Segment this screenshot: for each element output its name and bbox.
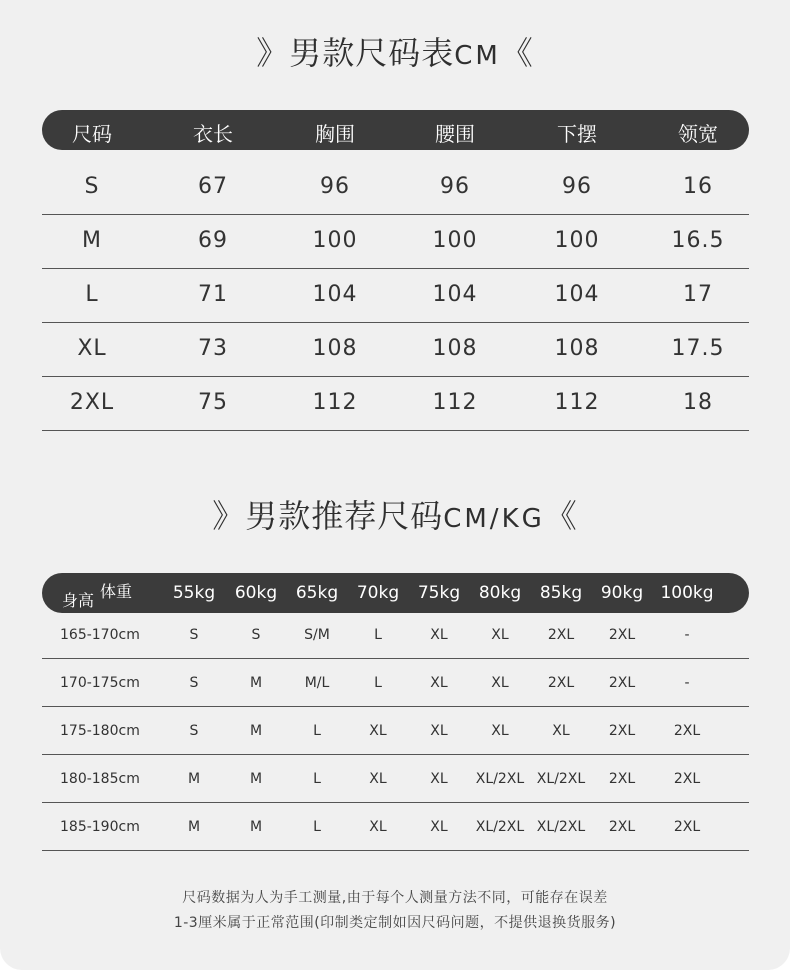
size-cell: 112 [432, 390, 478, 415]
height-range-label: 185-190cm [60, 819, 140, 835]
height-range-label: 170-175cm [60, 675, 140, 691]
size-cell: 100 [432, 228, 478, 253]
weight-header-8: 100kg [660, 583, 714, 603]
size-cell: S [84, 174, 100, 199]
recommend-cell: S [189, 675, 199, 691]
recommend-row [42, 706, 749, 755]
size-table-title [0, 28, 790, 74]
weight-header-4: 75kg [417, 583, 461, 603]
recommend-cell: - [684, 675, 690, 691]
weight-header-7: 90kg [600, 583, 644, 603]
recommend-cell: M [249, 819, 263, 835]
recommend-cell: XL [430, 627, 448, 643]
recommend-cell: XL [430, 723, 448, 739]
height-range-label: 180-185cm [60, 771, 140, 787]
corner-weight-label: 体重 [100, 582, 133, 601]
weight-header-5: 80kg [478, 583, 522, 603]
size-row [42, 160, 749, 215]
recommend-cell: M/L [304, 675, 330, 691]
recommend-cell: XL [491, 627, 509, 643]
size-cell: 69 [198, 228, 228, 253]
size-cell: 112 [312, 390, 358, 415]
size-cell: 96 [562, 174, 592, 199]
note-line-2: 1-3厘米属于正常范围(印制类定制如因尺码问题，不提供退换货服务) [173, 915, 617, 931]
size-table-title-text: 》男款尺码表 [256, 34, 455, 72]
size-header-3: 腰围 [435, 122, 475, 146]
recommend-cell: XL [369, 819, 387, 835]
size-table-header [42, 110, 749, 150]
size-cell: M [82, 228, 102, 253]
recommend-table-header [42, 573, 749, 613]
size-cell: 16 [683, 174, 713, 199]
height-range-label: 175-180cm [60, 723, 140, 739]
weight-header-2: 65kg [295, 583, 339, 603]
recommend-cell: XL [369, 771, 387, 787]
size-cell: 104 [312, 282, 358, 307]
size-cell: 100 [312, 228, 358, 253]
recommend-row [42, 658, 749, 707]
recommend-cell: 2XL [673, 723, 701, 739]
recommend-cell: XL/2XL [475, 819, 525, 835]
weight-header-3: 70kg [356, 583, 400, 603]
recommend-cell: L [313, 771, 321, 787]
recommend-cell: L [313, 819, 321, 835]
recommend-cell: XL/2XL [475, 771, 525, 787]
size-cell: 17 [683, 282, 713, 307]
size-cell: L [85, 282, 99, 307]
recommend-cell: M [249, 675, 263, 691]
size-cell: 73 [198, 336, 228, 361]
size-header-4: 下摆 [557, 122, 597, 146]
recommend-cell: S [189, 723, 199, 739]
recommend-cell: 2XL [673, 771, 701, 787]
recommend-table-title-unit: CM/KG [443, 504, 545, 534]
size-cell: 96 [440, 174, 470, 199]
height-range-label: 165-170cm [60, 627, 140, 643]
recommend-row [42, 802, 749, 851]
recommend-table-title-suffix: 《 [544, 497, 578, 535]
recommend-cell: S [189, 627, 199, 643]
size-row [42, 322, 749, 377]
weight-header-1: 60kg [234, 583, 278, 603]
size-cell: 75 [198, 390, 228, 415]
size-cell: XL [77, 336, 107, 361]
recommend-cell: XL [430, 819, 448, 835]
recommend-cell: 2XL [608, 819, 636, 835]
recommend-cell: 2XL [608, 771, 636, 787]
recommend-cell: M [249, 771, 263, 787]
size-row [42, 376, 749, 431]
recommend-cell: XL [552, 723, 570, 739]
recommend-cell: M [187, 771, 201, 787]
size-cell: 108 [432, 336, 478, 361]
recommend-cell: L [374, 675, 382, 691]
weight-header-6: 85kg [539, 583, 583, 603]
size-cell: 71 [198, 282, 228, 307]
size-cell: 108 [554, 336, 600, 361]
recommend-cell: M [187, 819, 201, 835]
size-header-2: 胸围 [315, 122, 355, 146]
corner-height-label: 身高 [62, 591, 95, 610]
size-cell: 67 [198, 174, 228, 199]
size-cell: 104 [432, 282, 478, 307]
recommend-table-title [0, 491, 790, 537]
size-cell: 18 [683, 390, 713, 415]
recommend-cell: - [684, 627, 690, 643]
recommend-row [42, 610, 749, 659]
size-cell: 16.5 [671, 228, 725, 253]
size-row [42, 214, 749, 269]
size-cell: 108 [312, 336, 358, 361]
recommend-cell: XL [491, 723, 509, 739]
recommend-cell: XL/2XL [536, 771, 586, 787]
recommend-cell: 2XL [673, 819, 701, 835]
recommend-cell: S [251, 627, 261, 643]
recommend-cell: S/M [304, 627, 330, 643]
size-header-5: 领宽 [678, 122, 718, 146]
recommend-cell: L [374, 627, 382, 643]
size-cell: 100 [554, 228, 600, 253]
size-header-0: 尺码 [72, 122, 112, 146]
size-cell: 112 [554, 390, 600, 415]
size-row [42, 268, 749, 323]
recommend-cell: 2XL [608, 723, 636, 739]
recommend-cell: 2XL [608, 675, 636, 691]
size-table-title-unit: CM [454, 41, 501, 71]
size-cell: 104 [554, 282, 600, 307]
recommend-cell: XL [369, 723, 387, 739]
size-header-1: 衣长 [193, 122, 233, 146]
recommend-cell: L [313, 723, 321, 739]
recommend-cell: XL [430, 771, 448, 787]
size-cell: 2XL [69, 390, 115, 415]
recommend-cell: XL/2XL [536, 819, 586, 835]
recommend-table-title-text: 》男款推荐尺码 [212, 497, 444, 535]
recommend-cell: 2XL [608, 627, 636, 643]
size-table-title-suffix: 《 [500, 34, 534, 72]
recommend-cell: 2XL [547, 627, 575, 643]
recommend-cell: XL [430, 675, 448, 691]
note-line-1: 尺码数据为人为手工测量,由于每个人测量方法不同，可能存在误差 [182, 890, 608, 906]
recommend-row [42, 754, 749, 803]
recommend-cell: M [249, 723, 263, 739]
recommend-cell: 2XL [547, 675, 575, 691]
weight-header-0: 55kg [172, 583, 216, 603]
size-cell: 96 [320, 174, 350, 199]
size-cell: 17.5 [671, 336, 725, 361]
recommend-cell: XL [491, 675, 509, 691]
